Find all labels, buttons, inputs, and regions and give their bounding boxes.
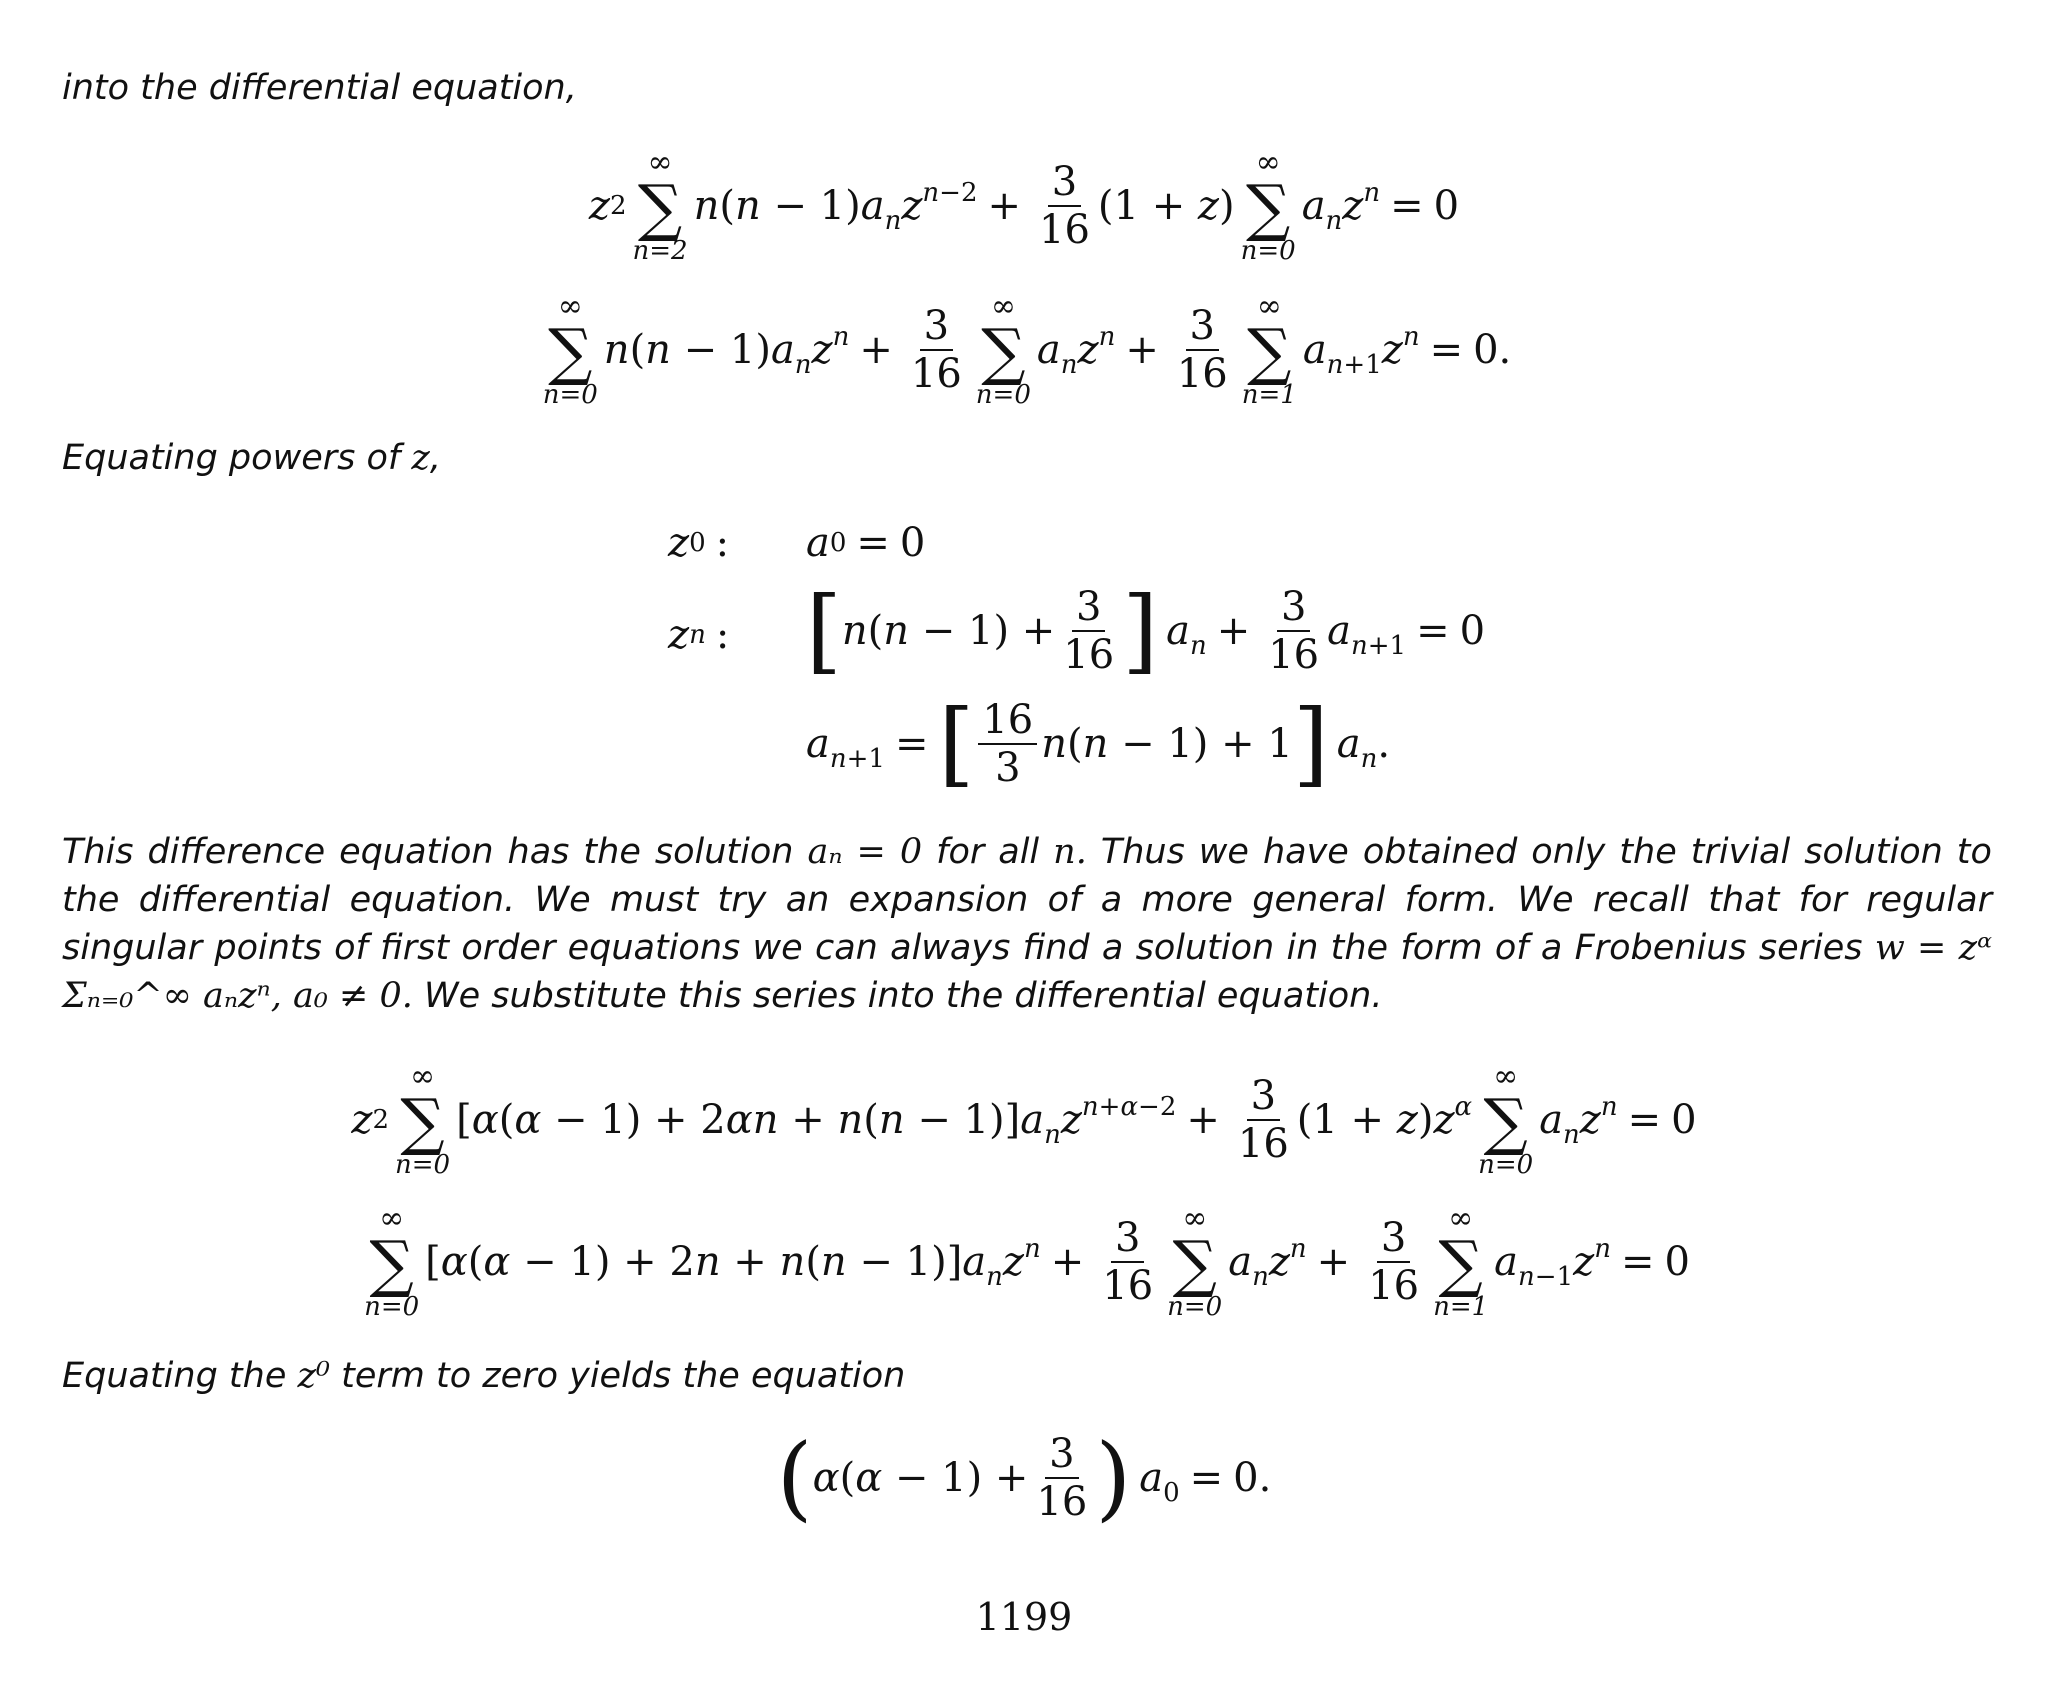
zn-equation: [ n(n − 1) + $\frac{3}{16}$ ] $a_n$ + $\frac{3}{16}$ $a_{n+1}$ = 0 — [806, 577, 1486, 684]
equation-2: ∞ ∑ n=0 $n(n - 1)a_nz^n$ + $\frac{3}{16}$ ∞ ∑ n=0 $a_nz^n$ + $\frac{3}{16}$ ∞ ∑ n=1 $a_{n+1}z^n$ = 0. — [542, 289, 1512, 410]
z0-equation: a 0 = 0 — [806, 520, 926, 566]
recurrence-system — [0, 0, 2048, 800]
equation-3: z 2 ∞ ∑ n=0 $[\alpha(\alpha - 1) + 2\alpha n + n(n - 1)]a_nz^{n+\alpha-2}$ + $\frac{3}{16}$ $(1 + z)z^\alpha$ ∞ ∑ n=0 $a_nz^n$ = 0 — [351, 1059, 1697, 1180]
an1-equation: $a_{n+1}$ = [ $\frac{16}{3}$ n(n − 1) + 1 ] $a_n$. — [806, 690, 1391, 797]
intro-text: into the differential equation, — [62, 68, 577, 108]
indicial-equation: ( α(α − 1) + $\frac{3}{16}$ ) $a_0$ = 0. — [776, 1424, 1272, 1531]
frobenius-paragraph: This difference equation has the solution aₙ = 0 for all n. Thus we have obtained only the trivial solution to the differential equation. We must try an expansion of a more general form. We recall that for regular singular points of first order equations we can always find a solution in the form of a Frobenius series w = zᵅ Σₙ₌₀^∞ aₙzⁿ, a₀ ≠ 0. We substitute this series into the differential equation. — [62, 832, 1992, 1016]
equating-z0-text: Equating the z⁰ term to zero yields the equation — [62, 1356, 906, 1396]
equating-powers-text: Equating powers of z, — [62, 438, 441, 478]
equation-4: ∞ ∑ n=0 $[\alpha(\alpha - 1) + 2n + n(n - 1)]a_nz^n$ + $\frac{3}{16}$ ∞ ∑ n=0 $a_nz^n$ + $\frac{3}{16}$ ∞ ∑ n=1 $a_{n-1}z^n$ = 0 — [364, 1201, 1690, 1322]
zn-label: z n : — [668, 612, 730, 658]
z0-label: z 0 : — [668, 520, 730, 566]
equation-1: z 2 ∞ ∑ n=2 $n(n - 1)a_nz^{n-2}$ + $\frac{3}{16}$ (1 + z) ∞ ∑ n=0 $a_nz^n$ = 0 — [588, 145, 1460, 266]
page-number: 1199 — [975, 1595, 1073, 1639]
